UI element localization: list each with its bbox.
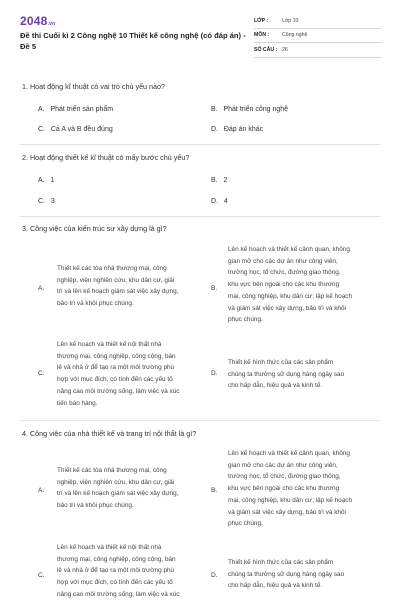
exam-meta-table [254, 14, 382, 58]
option-line: nghiệp, viện nghiên cứu, khu dân cư, giải [57, 478, 175, 486]
option-line: Thiết kế hình thức của các sản phẩm [228, 359, 334, 366]
option-line: và giám sát việc xây dựng, bảo trì và khôi [228, 304, 346, 312]
option-line: hợp với mục đích, có tính đến các yếu tố [57, 579, 173, 587]
option-line: nâng cao môi trường sống, làm việc và xúc [57, 387, 180, 395]
question-3-text: 3. Công việc của kiến trúc sư xây dựng là gì? [22, 224, 167, 233]
question-3-option-b-letter[interactable]: B. [211, 285, 218, 292]
option-line: trường học, tổ chức, đường giao thông, [228, 473, 341, 481]
question-3-option-a-letter[interactable]: A. [38, 285, 45, 292]
option-line: gian mở cho các dự án như công viên, [228, 461, 338, 469]
question-3-option-b-text[interactable] [228, 244, 384, 326]
meta-label: MÔN : [254, 32, 270, 39]
question-3-option-c-text[interactable] [57, 339, 207, 409]
option-line: trường học, tổ chức, đường giao thông, [228, 269, 341, 277]
question-4-option-c-letter[interactable]: C. [38, 572, 45, 579]
option-line: nghiệp, viện nghiên cứu, khu dân cư, giải [57, 276, 175, 284]
question-1-option-d[interactable]: D. Đáp án khác [211, 126, 264, 133]
meta-row-question-count [254, 43, 382, 58]
option-line: hợp với mục đích, có tính đến các yếu tố [57, 376, 173, 384]
meta-row-subject [254, 29, 382, 44]
meta-label: LỚP : [254, 17, 269, 24]
option-line: phục chúng. [228, 316, 263, 324]
meta-row-class [254, 14, 382, 29]
option-line: thương mại, công nghiệp, công cộng, bán [57, 555, 176, 563]
exam-title: Đề thi Cuối kì 2 Công nghệ 10 Thiết kế công nghệ (có đáp án) - Đề 5 [20, 31, 246, 51]
option-line: cho hấp dẫn, hiệu quả và kinh tế. [228, 582, 323, 590]
question-4-option-b-letter[interactable]: B. [211, 487, 218, 494]
question-divider [20, 216, 380, 217]
question-2-option-a[interactable]: A. 1 [38, 177, 55, 184]
option-line: trí và lên kế hoạch giám sát việc xây dựng, [57, 490, 179, 498]
option-line: Thiết kế hình thức của các sản phẩm [228, 559, 334, 566]
question-1-option-a[interactable]: A. Phát triển sản phẩm [38, 106, 114, 113]
option-line: gian mở cho các dự án như công viên, [228, 257, 338, 265]
question-3-option-a-text[interactable] [57, 263, 207, 310]
question-2-text: 2. Hoạt động thiết kế kĩ thuật có mấy bước chủ yếu? [22, 153, 190, 162]
option-line: Thiết kế các tòa nhà thương mại, công [57, 265, 167, 272]
question-2-option-d[interactable]: D. 4 [211, 198, 228, 205]
question-2-option-c[interactable]: C. 3 [38, 198, 55, 205]
option-line: trí và lên kế hoạch giám sát việc xây dựng, [57, 288, 179, 296]
question-3-option-c-letter[interactable]: C. [38, 370, 45, 377]
question-1-option-b[interactable]: B. Phát triển công nghệ [211, 106, 289, 113]
option-line: Lên kế hoạch và thiết kế nội thất nhà [57, 341, 162, 348]
meta-value: 26 [282, 46, 288, 53]
option-line: bảo trì và khôi phục chúng. [57, 300, 134, 308]
question-divider [20, 420, 380, 421]
option-line: phục chúng. [228, 520, 263, 528]
option-line: và giám sát việc xây dựng, bảo trì và khôi [228, 508, 346, 516]
option-line: mại, công nghiệp, khu dân cư; lập kế hoạch [228, 292, 353, 300]
option-line: khu vực bên ngoài cho các khu thương [228, 485, 340, 493]
question-4-option-b-text[interactable] [228, 448, 384, 530]
option-line: Lên kế hoạch và thiết kế cảnh quan, không [228, 246, 350, 253]
question-2-option-b[interactable]: B. 2 [211, 177, 228, 184]
question-4-option-a-text[interactable] [57, 465, 207, 512]
option-line: khu vực bên ngoài cho các khu thương [228, 281, 340, 289]
meta-value: Công nghệ [282, 32, 308, 39]
option-line: Lên kế hoạch và thiết kế nội thất nhà [57, 544, 162, 551]
question-divider [20, 144, 380, 145]
page-header [0, 0, 400, 62]
option-line: Lên kế hoạch và thiết kế cảnh quan, không [228, 450, 350, 457]
option-line: Thiết kế các tòa nhà thương mại, công [57, 467, 167, 474]
option-line: bảo trì và khôi phục chúng. [57, 502, 134, 510]
site-logo[interactable]: 2048.vn [20, 14, 56, 28]
option-line: cho hấp dẫn, hiệu quả và kinh tế. [228, 382, 323, 390]
question-4-option-d-text[interactable] [228, 557, 384, 592]
option-line: nâng cao môi trường sống, làm việc và xúc [57, 590, 180, 598]
meta-value: Lớp 10 [282, 17, 299, 24]
option-line: thương mại, công nghiệp, công cộng, bán [57, 352, 176, 360]
option-line: mại, công nghiệp, khu dân cư; lập kế hoạch [228, 496, 353, 504]
option-line: chúng ta thường sử dụng hàng ngày sao [228, 570, 345, 578]
option-line: lẻ và nhà ở để tạo ra một môi trường phù [57, 567, 175, 575]
question-3-option-d-letter[interactable]: D. [211, 370, 218, 377]
meta-label: SỐ CÂU : [254, 46, 278, 53]
question-4-text: 4. Công việc của nhà thiết kế và trang trí nội thất là gì? [22, 429, 197, 438]
question-3-option-d-text[interactable] [228, 357, 384, 392]
question-4-option-a-letter[interactable]: A. [38, 487, 45, 494]
option-line: lẻ và nhà ở để tạo ra một môi trường phù [57, 364, 175, 372]
question-4-option-d-letter[interactable]: D. [211, 572, 218, 579]
question-1-option-c[interactable]: C. Cả A và B đều đúng [38, 126, 113, 133]
question-1-text: 1. Hoạt động kĩ thuật có vai trò chủ yếu nào? [22, 82, 166, 91]
question-4-option-c-text[interactable] [57, 542, 207, 600]
option-line: chúng ta thường sử dụng hàng ngày sao [228, 370, 345, 378]
option-line: tiến bán hàng. [57, 399, 98, 407]
